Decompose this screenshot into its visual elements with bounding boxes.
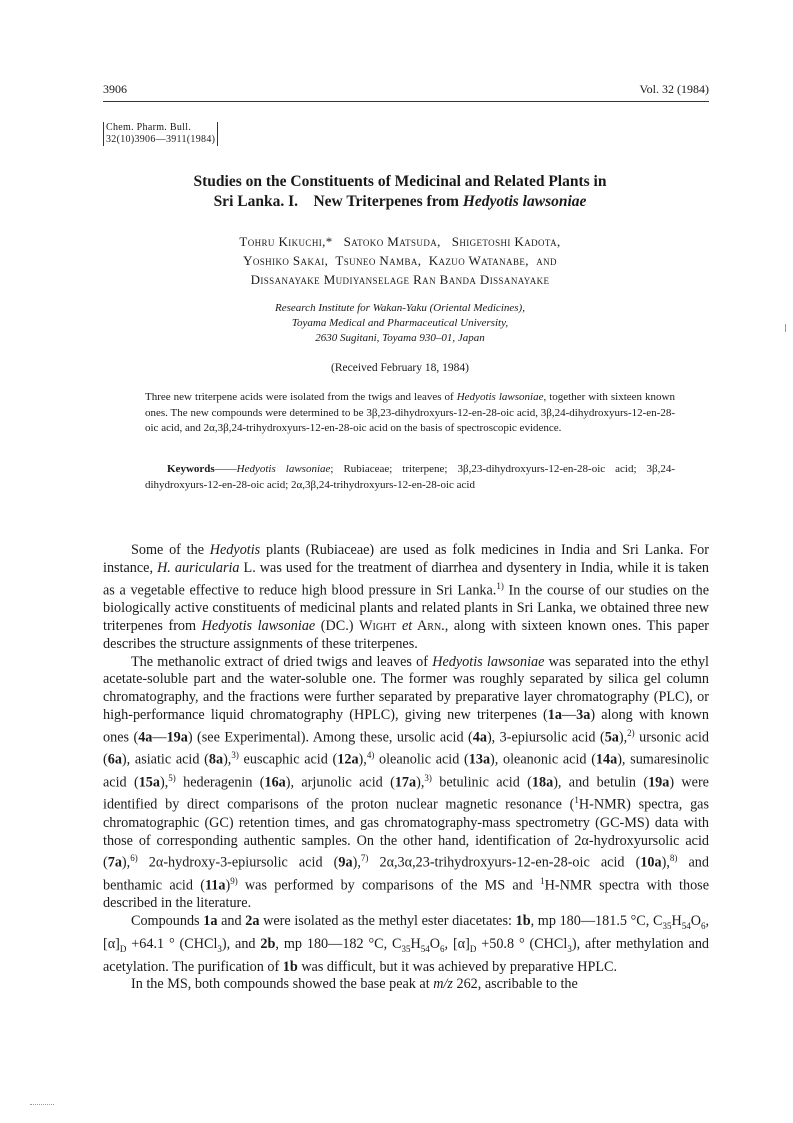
text-run: 10a: [640, 855, 662, 872]
margin-mark: [785, 324, 786, 332]
text-run: 6a: [107, 751, 122, 768]
paragraph-2: [103, 654, 709, 914]
text-run: —: [152, 729, 167, 746]
text-run: , along with sixteen known ones. This paper describes the structure assignments of these triterpenes.: [103, 617, 709, 652]
keywords: [145, 462, 675, 493]
text-run: 4a: [138, 729, 153, 746]
text-run: Hedyotis lawsoniae: [432, 653, 545, 670]
text-run: 3: [217, 943, 222, 954]
abstract-species: Hedyotis lawsoniae: [456, 391, 544, 403]
abstract-text-2: , together with sixteen known ones. The new compounds were determined to be 3β,23-dihydroxyurs-12-en-28-oic acid, 3β,24-dihydroxyurs-12-en-28-oic acid, and 2α,3β,24-trihydroxyurs-12-en-28-oic acid on the basis of spectroscopic evidence.: [145, 391, 675, 434]
text-run: were isolated as the methyl ester diacetates:: [259, 913, 516, 930]
text-run: 1b: [515, 913, 531, 930]
text-run: H-NMR) spectra, gas chromatographic (GC) retention times, and gas chromatography-mass spectrometry (GC-MS) data with those of corresponding authentic samples. On the other hand, identification of 2α-hydroxyursolic acid (: [103, 797, 709, 872]
text-run: ), after methylation and acetylation. The purification of: [103, 935, 710, 975]
text-run: ), oleanonic acid (: [490, 751, 596, 768]
text-run: —: [561, 706, 577, 723]
text-run: 3: [567, 943, 572, 954]
page-number: 3906: [103, 82, 127, 96]
text-run: was separated into the ethyl acetate-soluble part and the water-soluble one. The former was roughly separated by silica gel column chromatography, and the fractions were further separated by preparative layer chromatography (PLC), or high-performance liquid chromatography (HPLC), giving new triterpenes (: [103, 653, 709, 723]
text-run: 7): [360, 853, 369, 864]
body-text: [103, 542, 709, 994]
journal-citation: 32(10)3906—3911(1984): [106, 134, 216, 145]
journal-name: Chem. Pharm. Bull.: [106, 122, 192, 133]
text-run: 16a: [264, 774, 286, 791]
text-run: , mp 180—181.5 °C, C: [530, 913, 663, 930]
text-run: 1b: [282, 958, 298, 975]
text-run: D: [469, 943, 477, 954]
text-run: ),: [661, 855, 670, 872]
text-run: 6: [700, 921, 706, 932]
keywords-dash: ——: [214, 463, 237, 475]
text-run: H: [410, 935, 421, 952]
text-run: 2): [627, 727, 635, 738]
title-line-1: Studies on the Constituents of Medicinal and Related Plants in: [193, 173, 607, 190]
text-run: 13a: [468, 751, 491, 768]
text-run: , mp 180—182 °C, C: [275, 935, 402, 952]
text-run: Hedyotis: [209, 542, 261, 558]
text-run: m/z: [433, 976, 453, 993]
text-run: Some of the: [131, 542, 210, 558]
title-species: Hedyotis lawsoniae: [462, 193, 587, 210]
keywords-species: Hedyotis lawsoniae: [236, 463, 331, 475]
text-run: ),: [416, 774, 425, 791]
text-run: 35: [401, 943, 411, 954]
title-prefix: Sri Lanka. I. New Triterpenes from: [213, 193, 463, 210]
text-run: O: [429, 935, 441, 952]
text-run: O: [690, 913, 701, 930]
text-run: ) along with known ones (: [103, 706, 709, 746]
text-run: 54: [681, 921, 691, 932]
text-run: 11a: [204, 877, 226, 894]
text-run: (DC.): [315, 617, 360, 634]
text-run: 6: [440, 943, 445, 954]
text-run: ), 3-epiursolic acid (: [486, 729, 605, 746]
received-date: (Received February 18, 1984): [331, 362, 469, 374]
text-run: D: [119, 943, 127, 954]
text-run: H: [671, 913, 682, 930]
text-run: ),: [618, 729, 628, 746]
text-run: Compounds: [131, 913, 204, 930]
citation-ref: 1): [496, 580, 504, 591]
text-run: ursonic acid (: [103, 729, 709, 768]
text-run: 35: [662, 921, 672, 932]
text-run: +50.8 ° (CHCl: [476, 935, 568, 952]
text-run: 4): [366, 750, 375, 761]
text-run: ),: [352, 855, 361, 872]
text-run: +64.1 ° (CHCl: [126, 935, 218, 952]
text-run: 1a: [203, 913, 218, 930]
text-run: hederagenin (: [175, 774, 265, 791]
header-rule: [103, 101, 709, 102]
text-run: plants (Rubiaceae) are used as folk medicines in India and Sri Lanka. For instance,: [103, 542, 709, 576]
paragraph-3: [103, 913, 709, 976]
text-run: betulinic acid (: [431, 774, 532, 791]
text-run: et: [401, 617, 413, 634]
text-run: ), arjunolic acid (: [285, 774, 395, 791]
text-run: ), sumaresinolic acid (: [103, 751, 709, 791]
affiliation: [150, 301, 650, 346]
text-run: ),: [358, 751, 367, 768]
text-run: 12a: [337, 751, 359, 768]
text-run: 9a: [338, 855, 353, 872]
text-run: 9): [230, 875, 238, 886]
text-run: 54: [420, 943, 430, 954]
text-run: H-NMR spectra with those described in the literature.: [103, 877, 709, 912]
text-run: 14a: [595, 751, 618, 768]
text-run: 1: [540, 875, 545, 886]
text-run: 2a: [245, 913, 260, 930]
text-run: 1: [574, 795, 579, 806]
abstract-text: Three new triterpene acids were isolated from the twigs and leaves of: [145, 391, 457, 403]
text-run: ),: [159, 774, 169, 791]
text-run: ), and: [221, 935, 261, 952]
text-run: In the MS, both compounds showed the base peak at: [131, 976, 434, 993]
text-run: Arn.: [412, 617, 445, 634]
text-run: ) (see Experimental). Among these, ursolic acid (: [187, 729, 473, 746]
volume-label: Vol. 32 (1984): [639, 82, 709, 96]
text-run: 15a: [138, 774, 160, 791]
text-run: 7a: [107, 855, 122, 872]
authors-line-2: Yoshiko Sakai, Tsuneo Namba, Kazuo Watanabe, and: [243, 253, 557, 268]
text-run: and benthamic acid (: [103, 855, 709, 894]
text-run: 6): [130, 853, 138, 864]
footer-dots: [30, 1104, 54, 1105]
text-run: was difficult, but it was achieved by preparative HPLC.: [297, 958, 618, 975]
title-line-2: [120, 192, 680, 212]
affiliation-line-1: Research Institute for Wakan-Yaku (Oriental Medicines),: [275, 302, 525, 314]
text-run: 17a: [394, 774, 417, 791]
paragraph-1: [103, 542, 709, 654]
text-run: oleanolic acid (: [374, 751, 469, 768]
text-run: euscaphic acid (: [238, 751, 338, 768]
text-run: 3): [231, 750, 239, 761]
text-run: was performed by comparisons of the MS and: [237, 877, 541, 894]
keywords-list: ; Rubiaceae; triterpene; 3β,23-dihydroxyurs-12-en-28-oic acid; 3β,24-dihydroxyurs-12-en-28-oic acid; 2α,3β,24-trihydroxyurs-12-en-28-oic acid: [145, 463, 675, 491]
text-run: ), asiatic acid (: [121, 751, 209, 768]
text-run: ): [225, 877, 231, 894]
text-run: , [α]: [103, 913, 709, 952]
text-run: 2α,3α,23-trihydroxyurs-12-en-28-oic acid (: [368, 855, 641, 872]
affiliation-line-2: Toyama Medical and Pharmaceutical University,: [291, 317, 509, 329]
abstract: [145, 390, 675, 437]
text-run: 3): [424, 772, 432, 783]
journal-reference: [103, 122, 218, 146]
text-run: , [α]: [444, 935, 470, 952]
text-run: 1a: [547, 706, 562, 723]
text-run: 19a: [648, 774, 670, 791]
text-run: 5a: [604, 729, 619, 746]
keywords-label: Keywords: [167, 463, 215, 475]
text-run: 262, ascribable to the: [452, 976, 578, 993]
text-run: H. auricularia: [157, 559, 240, 576]
authors-line-3: Dissanayake Mudiyanselage Ran Banda Dissanayake: [250, 272, 550, 287]
text-run: ),: [223, 751, 232, 768]
text-run: ),: [121, 855, 131, 872]
text-run: Wight: [359, 617, 397, 634]
text-run: ), and betulin (: [553, 774, 649, 791]
text-run: The methanolic extract of dried twigs and leaves of: [131, 653, 433, 670]
text-run: 8a: [208, 751, 224, 768]
text-run: 5): [168, 772, 176, 783]
authors-line-1: Tohru Kikuchi,* Satoko Matsuda, Shigetoshi Kadota,: [239, 234, 561, 249]
text-run: 4a: [472, 729, 487, 746]
text-run: 18a: [531, 774, 554, 791]
paragraph-4: [103, 976, 709, 994]
text-run: 2b: [260, 935, 276, 952]
paper-title: [120, 172, 680, 212]
text-run: 3a: [576, 706, 591, 723]
text-run: 8): [669, 853, 678, 864]
author-list: [120, 232, 680, 289]
text-run: ) were identified by direct comparisons of the proton nuclear magnetic resonance (: [103, 774, 709, 814]
text-run: and: [217, 913, 246, 930]
affiliation-line-3: 2630 Sugitani, Toyama 930–01, Japan: [315, 332, 485, 344]
text-run: Hedyotis lawsoniae: [201, 617, 316, 634]
text-run: In the course of our studies on the biologically active constituents of medicinal plants and related plants in Sri Lanka, we obtained three new triterpenes from: [103, 582, 709, 634]
text-run: L. was used for the treatment of diarrhea and dysentery in India, while it is taken as a vegetable effective to reduce high blood pressure in Sri Lanka.: [103, 559, 709, 599]
text-run: 19a: [166, 729, 188, 746]
text-run: 2α-hydroxy-3-epiursolic acid (: [137, 855, 339, 872]
